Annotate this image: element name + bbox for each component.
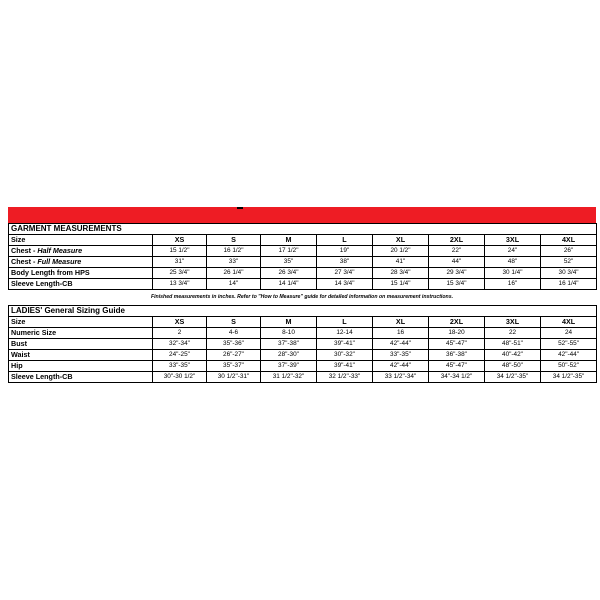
cell: 48"	[485, 257, 541, 268]
cell: 32"-34"	[153, 339, 207, 350]
row-label: Waist	[9, 350, 153, 361]
cell: 35"-37"	[207, 361, 261, 372]
ladies-title: LADIES' General Sizing Guide	[9, 306, 597, 317]
cell: 39"-41"	[317, 361, 373, 372]
cell: 33"	[207, 257, 261, 268]
row-label: Body Length from HPS	[9, 268, 153, 279]
cell: 26 3/4"	[261, 268, 317, 279]
cell: 42"-44"	[373, 361, 429, 372]
cell: 4-6	[207, 328, 261, 339]
size-col-header: 4XL	[541, 235, 597, 246]
cell: 50"-52"	[541, 361, 597, 372]
size-col-header: 3XL	[485, 317, 541, 328]
cell: 15 3/4"	[429, 279, 485, 290]
cell: 26 1/4"	[207, 268, 261, 279]
cell: 13 3/4"	[153, 279, 207, 290]
cell: 8-10	[261, 328, 317, 339]
cell: 41"	[373, 257, 429, 268]
size-col-header: XS	[153, 235, 207, 246]
cell: 24"-25"	[153, 350, 207, 361]
cell: 45"-47"	[429, 361, 485, 372]
cell: 2	[153, 328, 207, 339]
size-col-header: 2XL	[429, 317, 485, 328]
cell: 52"	[541, 257, 597, 268]
cell: 30 3/4"	[541, 268, 597, 279]
cell: 34 1/2"-35"	[541, 372, 597, 383]
red-banner	[8, 207, 596, 223]
row-label: Chest - Full Measure	[9, 257, 153, 268]
table-row	[9, 361, 597, 372]
cell: 26"-27"	[207, 350, 261, 361]
cell: 48"-51"	[485, 339, 541, 350]
cell: 34 1/2"-35"	[485, 372, 541, 383]
cell: 24	[541, 328, 597, 339]
size-col-header: 2XL	[429, 235, 485, 246]
row-label: Bust	[9, 339, 153, 350]
table-row	[9, 246, 597, 257]
ladies-sizing-table	[8, 305, 597, 383]
cell: 25 3/4"	[153, 268, 207, 279]
size-header: Size	[9, 317, 153, 328]
size-col-header: S	[207, 235, 261, 246]
cell: 38"	[317, 257, 373, 268]
banner-mark	[237, 207, 243, 209]
table-row	[9, 279, 597, 290]
cell: 30"-30 1/2"	[153, 372, 207, 383]
row-label: Sleeve Length-CB	[9, 279, 153, 290]
cell: 17 1/2"	[261, 246, 317, 257]
cell: 37"-38"	[261, 339, 317, 350]
cell: 39"-41"	[317, 339, 373, 350]
ladies-header-row	[9, 317, 597, 328]
size-col-header: S	[207, 317, 261, 328]
cell: 22	[485, 328, 541, 339]
cell: 52"-55"	[541, 339, 597, 350]
row-label: Hip	[9, 361, 153, 372]
cell: 32 1/2"-33"	[317, 372, 373, 383]
size-header: Size	[9, 235, 153, 246]
measurement-note: Finished measurements in inches. Refer to "How to Measure" guide for detailed information on measurement instructions.	[150, 294, 454, 300]
cell: 22"	[429, 246, 485, 257]
table-row	[9, 372, 597, 383]
cell: 44"	[429, 257, 485, 268]
size-col-header: XS	[153, 317, 207, 328]
cell: 30 1/4"	[485, 268, 541, 279]
table-row	[9, 350, 597, 361]
size-col-header: M	[261, 317, 317, 328]
cell: 37"-39"	[261, 361, 317, 372]
cell: 42"-44"	[373, 339, 429, 350]
cell: 33"-35"	[373, 350, 429, 361]
size-col-header: XL	[373, 317, 429, 328]
cell: 35"-36"	[207, 339, 261, 350]
cell: 31 1/2"-32"	[261, 372, 317, 383]
size-col-header: L	[317, 317, 373, 328]
cell: 29 3/4"	[429, 268, 485, 279]
table-row	[9, 339, 597, 350]
cell: 15 1/4"	[373, 279, 429, 290]
table-row	[9, 257, 597, 268]
cell: 16 1/4"	[541, 279, 597, 290]
cell: 30 1/2"-31"	[207, 372, 261, 383]
cell: 18-20	[429, 328, 485, 339]
cell: 34"-34 1/2"	[429, 372, 485, 383]
cell: 26"	[541, 246, 597, 257]
cell: 48"-50"	[485, 361, 541, 372]
cell: 28"-30"	[261, 350, 317, 361]
row-label: Numeric Size	[9, 328, 153, 339]
cell: 19"	[317, 246, 373, 257]
garment-header-row	[9, 235, 597, 246]
cell: 33 1/2"-34"	[373, 372, 429, 383]
cell: 35"	[261, 257, 317, 268]
cell: 36"-38"	[429, 350, 485, 361]
row-label: Sleeve Length-CB	[9, 372, 153, 383]
size-col-header: M	[261, 235, 317, 246]
cell: 16"	[485, 279, 541, 290]
cell: 15 1/2"	[153, 246, 207, 257]
row-label: Chest - Half Measure	[9, 246, 153, 257]
size-col-header: L	[317, 235, 373, 246]
cell: 16 1/2"	[207, 246, 261, 257]
cell: 16	[373, 328, 429, 339]
cell: 24"	[485, 246, 541, 257]
cell: 12-14	[317, 328, 373, 339]
cell: 31"	[153, 257, 207, 268]
cell: 14"	[207, 279, 261, 290]
size-col-header: XL	[373, 235, 429, 246]
cell: 33"-35"	[153, 361, 207, 372]
cell: 30"-32"	[317, 350, 373, 361]
table-row	[9, 328, 597, 339]
cell: 45"-47"	[429, 339, 485, 350]
size-col-header: 4XL	[541, 317, 597, 328]
cell: 28 3/4"	[373, 268, 429, 279]
cell: 14 3/4"	[317, 279, 373, 290]
size-col-header: 3XL	[485, 235, 541, 246]
cell: 40"-42"	[485, 350, 541, 361]
garment-title: GARMENT MEASUREMENTS	[9, 224, 597, 235]
cell: 42"-44"	[541, 350, 597, 361]
garment-measurements-table	[8, 223, 597, 290]
cell: 14 1/4"	[261, 279, 317, 290]
cell: 27 3/4"	[317, 268, 373, 279]
cell: 20 1/2"	[373, 246, 429, 257]
table-row	[9, 268, 597, 279]
